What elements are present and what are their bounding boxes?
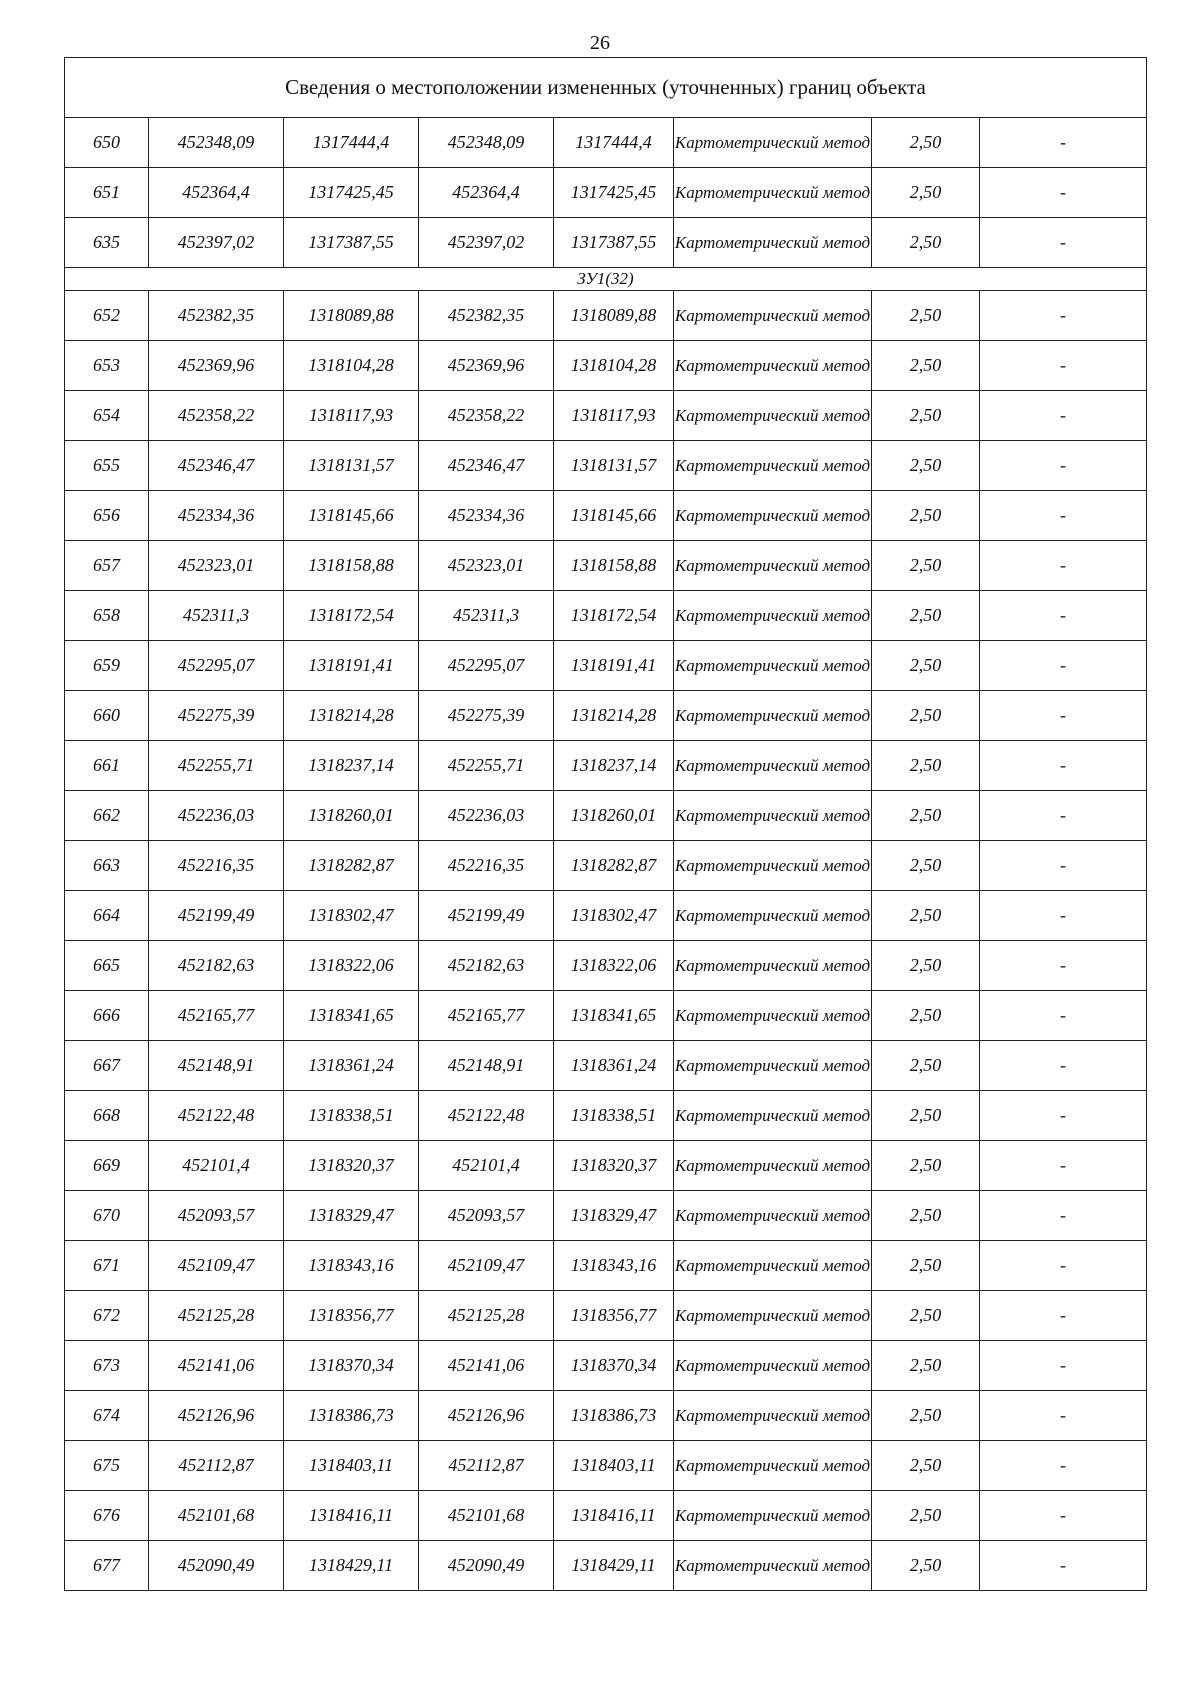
point-number-cell: 665 <box>65 941 149 991</box>
accuracy-cell: 2,50 <box>872 1541 980 1591</box>
point-number-cell: 656 <box>65 491 149 541</box>
y-existing-cell: 1318416,11 <box>284 1491 419 1541</box>
method-cell: Картометрический метод <box>674 1141 872 1191</box>
note-cell: - <box>980 341 1147 391</box>
accuracy-cell: 2,50 <box>872 991 980 1041</box>
note-cell: - <box>980 1041 1147 1091</box>
coordinates-table <box>64 57 1147 1591</box>
note-cell: - <box>980 118 1147 168</box>
note-cell: - <box>980 641 1147 691</box>
accuracy-cell: 2,50 <box>872 841 980 891</box>
point-number-cell: 658 <box>65 591 149 641</box>
table-row <box>65 491 1147 541</box>
method-cell: Картометрический метод <box>674 891 872 941</box>
table-row <box>65 541 1147 591</box>
y-refined-cell: 1318338,51 <box>554 1091 674 1141</box>
note-cell: - <box>980 1241 1147 1291</box>
accuracy-cell: 2,50 <box>872 1091 980 1141</box>
table-row <box>65 218 1147 268</box>
note-cell: - <box>980 1191 1147 1241</box>
y-existing-cell: 1317444,4 <box>284 118 419 168</box>
note-cell: - <box>980 1391 1147 1441</box>
accuracy-cell: 2,50 <box>872 741 980 791</box>
x-existing-cell: 452126,96 <box>149 1391 284 1441</box>
y-refined-cell: 1318361,24 <box>554 1041 674 1091</box>
y-refined-cell: 1318089,88 <box>554 291 674 341</box>
table-row <box>65 1491 1147 1541</box>
note-cell: - <box>980 218 1147 268</box>
x-refined-cell: 452112,87 <box>419 1441 554 1491</box>
point-number-cell: 677 <box>65 1541 149 1591</box>
x-existing-cell: 452236,03 <box>149 791 284 841</box>
y-refined-cell: 1318416,11 <box>554 1491 674 1541</box>
y-existing-cell: 1318341,65 <box>284 991 419 1041</box>
x-refined-cell: 452125,28 <box>419 1291 554 1341</box>
accuracy-cell: 2,50 <box>872 591 980 641</box>
note-cell: - <box>980 1091 1147 1141</box>
x-existing-cell: 452311,3 <box>149 591 284 641</box>
accuracy-cell: 2,50 <box>872 1241 980 1291</box>
note-cell: - <box>980 1341 1147 1391</box>
accuracy-cell: 2,50 <box>872 291 980 341</box>
y-existing-cell: 1318356,77 <box>284 1291 419 1341</box>
table-row <box>65 1391 1147 1441</box>
y-existing-cell: 1318158,88 <box>284 541 419 591</box>
y-existing-cell: 1318172,54 <box>284 591 419 641</box>
point-number-cell: 668 <box>65 1091 149 1141</box>
accuracy-cell: 2,50 <box>872 1041 980 1091</box>
x-existing-cell: 452122,48 <box>149 1091 284 1141</box>
y-existing-cell: 1318320,37 <box>284 1141 419 1191</box>
table-row <box>65 641 1147 691</box>
point-number-cell: 653 <box>65 341 149 391</box>
x-refined-cell: 452369,96 <box>419 341 554 391</box>
accuracy-cell: 2,50 <box>872 1491 980 1541</box>
note-cell: - <box>980 691 1147 741</box>
y-refined-cell: 1317444,4 <box>554 118 674 168</box>
table-row <box>65 1091 1147 1141</box>
y-existing-cell: 1318386,73 <box>284 1391 419 1441</box>
point-number-cell: 651 <box>65 168 149 218</box>
x-existing-cell: 452348,09 <box>149 118 284 168</box>
note-cell: - <box>980 1491 1147 1541</box>
y-existing-cell: 1318260,01 <box>284 791 419 841</box>
table-row <box>65 341 1147 391</box>
x-refined-cell: 452141,06 <box>419 1341 554 1391</box>
x-existing-cell: 452255,71 <box>149 741 284 791</box>
point-number-cell: 672 <box>65 1291 149 1341</box>
y-existing-cell: 1318302,47 <box>284 891 419 941</box>
y-refined-cell: 1318117,93 <box>554 391 674 441</box>
y-existing-cell: 1317387,55 <box>284 218 419 268</box>
accuracy-cell: 2,50 <box>872 1291 980 1341</box>
x-existing-cell: 452369,96 <box>149 341 284 391</box>
x-refined-cell: 452236,03 <box>419 791 554 841</box>
x-refined-cell: 452295,07 <box>419 641 554 691</box>
note-cell: - <box>980 791 1147 841</box>
x-refined-cell: 452122,48 <box>419 1091 554 1141</box>
x-existing-cell: 452125,28 <box>149 1291 284 1341</box>
note-cell: - <box>980 291 1147 341</box>
y-existing-cell: 1318322,06 <box>284 941 419 991</box>
method-cell: Картометрический метод <box>674 941 872 991</box>
point-number-cell: 676 <box>65 1491 149 1541</box>
point-number-cell: 673 <box>65 1341 149 1391</box>
y-refined-cell: 1318403,11 <box>554 1441 674 1491</box>
x-existing-cell: 452109,47 <box>149 1241 284 1291</box>
x-existing-cell: 452182,63 <box>149 941 284 991</box>
accuracy-cell: 2,50 <box>872 118 980 168</box>
table-row <box>65 118 1147 168</box>
x-refined-cell: 452358,22 <box>419 391 554 441</box>
table-row <box>65 741 1147 791</box>
section-header-row <box>65 268 1147 291</box>
point-number-cell: 674 <box>65 1391 149 1441</box>
x-refined-cell: 452323,01 <box>419 541 554 591</box>
accuracy-cell: 2,50 <box>872 691 980 741</box>
table-title: Сведения о местоположении измененных (уточненных) границ объекта <box>65 58 1147 118</box>
y-refined-cell: 1318214,28 <box>554 691 674 741</box>
accuracy-cell: 2,50 <box>872 491 980 541</box>
y-existing-cell: 1318343,16 <box>284 1241 419 1291</box>
note-cell: - <box>980 1141 1147 1191</box>
point-number-cell: 666 <box>65 991 149 1041</box>
x-existing-cell: 452141,06 <box>149 1341 284 1391</box>
note-cell: - <box>980 891 1147 941</box>
x-existing-cell: 452148,91 <box>149 1041 284 1091</box>
y-existing-cell: 1318370,34 <box>284 1341 419 1391</box>
x-refined-cell: 452109,47 <box>419 1241 554 1291</box>
accuracy-cell: 2,50 <box>872 168 980 218</box>
x-refined-cell: 452397,02 <box>419 218 554 268</box>
method-cell: Картометрический метод <box>674 491 872 541</box>
method-cell: Картометрический метод <box>674 1491 872 1541</box>
method-cell: Картометрический метод <box>674 841 872 891</box>
x-existing-cell: 452165,77 <box>149 991 284 1041</box>
x-refined-cell: 452101,68 <box>419 1491 554 1541</box>
y-refined-cell: 1317387,55 <box>554 218 674 268</box>
x-existing-cell: 452199,49 <box>149 891 284 941</box>
accuracy-cell: 2,50 <box>872 541 980 591</box>
table-row <box>65 1041 1147 1091</box>
x-refined-cell: 452334,36 <box>419 491 554 541</box>
x-existing-cell: 452275,39 <box>149 691 284 741</box>
point-number-cell: 660 <box>65 691 149 741</box>
note-cell: - <box>980 1441 1147 1491</box>
x-existing-cell: 452101,4 <box>149 1141 284 1191</box>
y-refined-cell: 1318343,16 <box>554 1241 674 1291</box>
point-number-cell: 675 <box>65 1441 149 1491</box>
method-cell: Картометрический метод <box>674 1441 872 1491</box>
table-row <box>65 991 1147 1041</box>
x-existing-cell: 452112,87 <box>149 1441 284 1491</box>
y-refined-cell: 1318172,54 <box>554 591 674 641</box>
method-cell: Картометрический метод <box>674 691 872 741</box>
method-cell: Картометрический метод <box>674 1341 872 1391</box>
method-cell: Картометрический метод <box>674 791 872 841</box>
table-row <box>65 391 1147 441</box>
table-row <box>65 168 1147 218</box>
y-refined-cell: 1318260,01 <box>554 791 674 841</box>
note-cell: - <box>980 1541 1147 1591</box>
accuracy-cell: 2,50 <box>872 791 980 841</box>
x-existing-cell: 452346,47 <box>149 441 284 491</box>
y-refined-cell: 1318302,47 <box>554 891 674 941</box>
table-row <box>65 691 1147 741</box>
y-existing-cell: 1318104,28 <box>284 341 419 391</box>
x-refined-cell: 452182,63 <box>419 941 554 991</box>
method-cell: Картометрический метод <box>674 341 872 391</box>
note-cell: - <box>980 1291 1147 1341</box>
y-existing-cell: 1318361,24 <box>284 1041 419 1091</box>
accuracy-cell: 2,50 <box>872 1391 980 1441</box>
y-existing-cell: 1318403,11 <box>284 1441 419 1491</box>
x-refined-cell: 452199,49 <box>419 891 554 941</box>
method-cell: Картометрический метод <box>674 118 872 168</box>
y-refined-cell: 1318356,77 <box>554 1291 674 1341</box>
accuracy-cell: 2,50 <box>872 391 980 441</box>
table-row <box>65 1141 1147 1191</box>
point-number-cell: 663 <box>65 841 149 891</box>
table-row <box>65 1441 1147 1491</box>
note-cell: - <box>980 391 1147 441</box>
x-existing-cell: 452364,4 <box>149 168 284 218</box>
x-refined-cell: 452364,4 <box>419 168 554 218</box>
x-existing-cell: 452216,35 <box>149 841 284 891</box>
point-number-cell: 657 <box>65 541 149 591</box>
x-refined-cell: 452101,4 <box>419 1141 554 1191</box>
x-refined-cell: 452255,71 <box>419 741 554 791</box>
note-cell: - <box>980 541 1147 591</box>
x-existing-cell: 452090,49 <box>149 1541 284 1591</box>
table-row <box>65 891 1147 941</box>
method-cell: Картометрический метод <box>674 1391 872 1441</box>
point-number-cell: 661 <box>65 741 149 791</box>
y-refined-cell: 1318145,66 <box>554 491 674 541</box>
method-cell: Картометрический метод <box>674 168 872 218</box>
table-row <box>65 291 1147 341</box>
point-number-cell: 671 <box>65 1241 149 1291</box>
y-existing-cell: 1318237,14 <box>284 741 419 791</box>
note-cell: - <box>980 168 1147 218</box>
y-existing-cell: 1318429,11 <box>284 1541 419 1591</box>
method-cell: Картометрический метод <box>674 541 872 591</box>
table-row <box>65 1241 1147 1291</box>
table-row <box>65 441 1147 491</box>
method-cell: Картометрический метод <box>674 741 872 791</box>
method-cell: Картометрический метод <box>674 291 872 341</box>
y-refined-cell: 1318104,28 <box>554 341 674 391</box>
note-cell: - <box>980 591 1147 641</box>
y-refined-cell: 1318370,34 <box>554 1341 674 1391</box>
point-number-cell: 670 <box>65 1191 149 1241</box>
y-existing-cell: 1318329,47 <box>284 1191 419 1241</box>
table-row <box>65 791 1147 841</box>
x-existing-cell: 452334,36 <box>149 491 284 541</box>
point-number-cell: 669 <box>65 1141 149 1191</box>
y-refined-cell: 1318282,87 <box>554 841 674 891</box>
accuracy-cell: 2,50 <box>872 441 980 491</box>
x-refined-cell: 452093,57 <box>419 1191 554 1241</box>
method-cell: Картометрический метод <box>674 1241 872 1291</box>
x-refined-cell: 452090,49 <box>419 1541 554 1591</box>
x-existing-cell: 452093,57 <box>149 1191 284 1241</box>
x-refined-cell: 452382,35 <box>419 291 554 341</box>
method-cell: Картометрический метод <box>674 1091 872 1141</box>
accuracy-cell: 2,50 <box>872 1441 980 1491</box>
point-number-cell: 655 <box>65 441 149 491</box>
y-existing-cell: 1318131,57 <box>284 441 419 491</box>
method-cell: Картометрический метод <box>674 991 872 1041</box>
x-refined-cell: 452346,47 <box>419 441 554 491</box>
x-existing-cell: 452382,35 <box>149 291 284 341</box>
table-title-row <box>65 58 1147 118</box>
point-number-cell: 662 <box>65 791 149 841</box>
accuracy-cell: 2,50 <box>872 641 980 691</box>
method-cell: Картометрический метод <box>674 1541 872 1591</box>
y-existing-cell: 1318338,51 <box>284 1091 419 1141</box>
y-refined-cell: 1318320,37 <box>554 1141 674 1191</box>
accuracy-cell: 2,50 <box>872 891 980 941</box>
y-existing-cell: 1318117,93 <box>284 391 419 441</box>
table-row <box>65 1291 1147 1341</box>
y-refined-cell: 1318158,88 <box>554 541 674 591</box>
y-refined-cell: 1318429,11 <box>554 1541 674 1591</box>
x-existing-cell: 452295,07 <box>149 641 284 691</box>
y-refined-cell: 1318322,06 <box>554 941 674 991</box>
table-row <box>65 591 1147 641</box>
y-refined-cell: 1318329,47 <box>554 1191 674 1241</box>
page-number: 26 <box>590 32 610 54</box>
y-refined-cell: 1317425,45 <box>554 168 674 218</box>
x-refined-cell: 452216,35 <box>419 841 554 891</box>
point-number-cell: 654 <box>65 391 149 441</box>
table-row <box>65 1191 1147 1241</box>
note-cell: - <box>980 491 1147 541</box>
point-number-cell: 635 <box>65 218 149 268</box>
x-refined-cell: 452126,96 <box>419 1391 554 1441</box>
y-refined-cell: 1318341,65 <box>554 991 674 1041</box>
section-label: ЗУ1(32) <box>65 268 1147 291</box>
y-refined-cell: 1318191,41 <box>554 641 674 691</box>
y-existing-cell: 1318089,88 <box>284 291 419 341</box>
y-refined-cell: 1318131,57 <box>554 441 674 491</box>
x-existing-cell: 452323,01 <box>149 541 284 591</box>
table-row <box>65 841 1147 891</box>
x-existing-cell: 452358,22 <box>149 391 284 441</box>
x-refined-cell: 452275,39 <box>419 691 554 741</box>
point-number-cell: 664 <box>65 891 149 941</box>
table-row <box>65 1541 1147 1591</box>
note-cell: - <box>980 741 1147 791</box>
x-refined-cell: 452311,3 <box>419 591 554 641</box>
x-existing-cell: 452101,68 <box>149 1491 284 1541</box>
method-cell: Картометрический метод <box>674 591 872 641</box>
table-row <box>65 941 1147 991</box>
accuracy-cell: 2,50 <box>872 1341 980 1391</box>
x-refined-cell: 452165,77 <box>419 991 554 1041</box>
y-existing-cell: 1318214,28 <box>284 691 419 741</box>
x-existing-cell: 452397,02 <box>149 218 284 268</box>
method-cell: Картометрический метод <box>674 641 872 691</box>
method-cell: Картометрический метод <box>674 1041 872 1091</box>
point-number-cell: 659 <box>65 641 149 691</box>
method-cell: Картометрический метод <box>674 441 872 491</box>
accuracy-cell: 2,50 <box>872 1141 980 1191</box>
note-cell: - <box>980 441 1147 491</box>
accuracy-cell: 2,50 <box>872 341 980 391</box>
y-existing-cell: 1317425,45 <box>284 168 419 218</box>
y-existing-cell: 1318145,66 <box>284 491 419 541</box>
accuracy-cell: 2,50 <box>872 941 980 991</box>
y-existing-cell: 1318191,41 <box>284 641 419 691</box>
x-refined-cell: 452148,91 <box>419 1041 554 1091</box>
accuracy-cell: 2,50 <box>872 218 980 268</box>
method-cell: Картометрический метод <box>674 1191 872 1241</box>
y-refined-cell: 1318386,73 <box>554 1391 674 1441</box>
table-row <box>65 1341 1147 1391</box>
x-refined-cell: 452348,09 <box>419 118 554 168</box>
y-existing-cell: 1318282,87 <box>284 841 419 891</box>
method-cell: Картометрический метод <box>674 218 872 268</box>
point-number-cell: 667 <box>65 1041 149 1091</box>
method-cell: Картометрический метод <box>674 1291 872 1341</box>
point-number-cell: 652 <box>65 291 149 341</box>
note-cell: - <box>980 841 1147 891</box>
note-cell: - <box>980 941 1147 991</box>
accuracy-cell: 2,50 <box>872 1191 980 1241</box>
method-cell: Картометрический метод <box>674 391 872 441</box>
note-cell: - <box>980 991 1147 1041</box>
point-number-cell: 650 <box>65 118 149 168</box>
y-refined-cell: 1318237,14 <box>554 741 674 791</box>
